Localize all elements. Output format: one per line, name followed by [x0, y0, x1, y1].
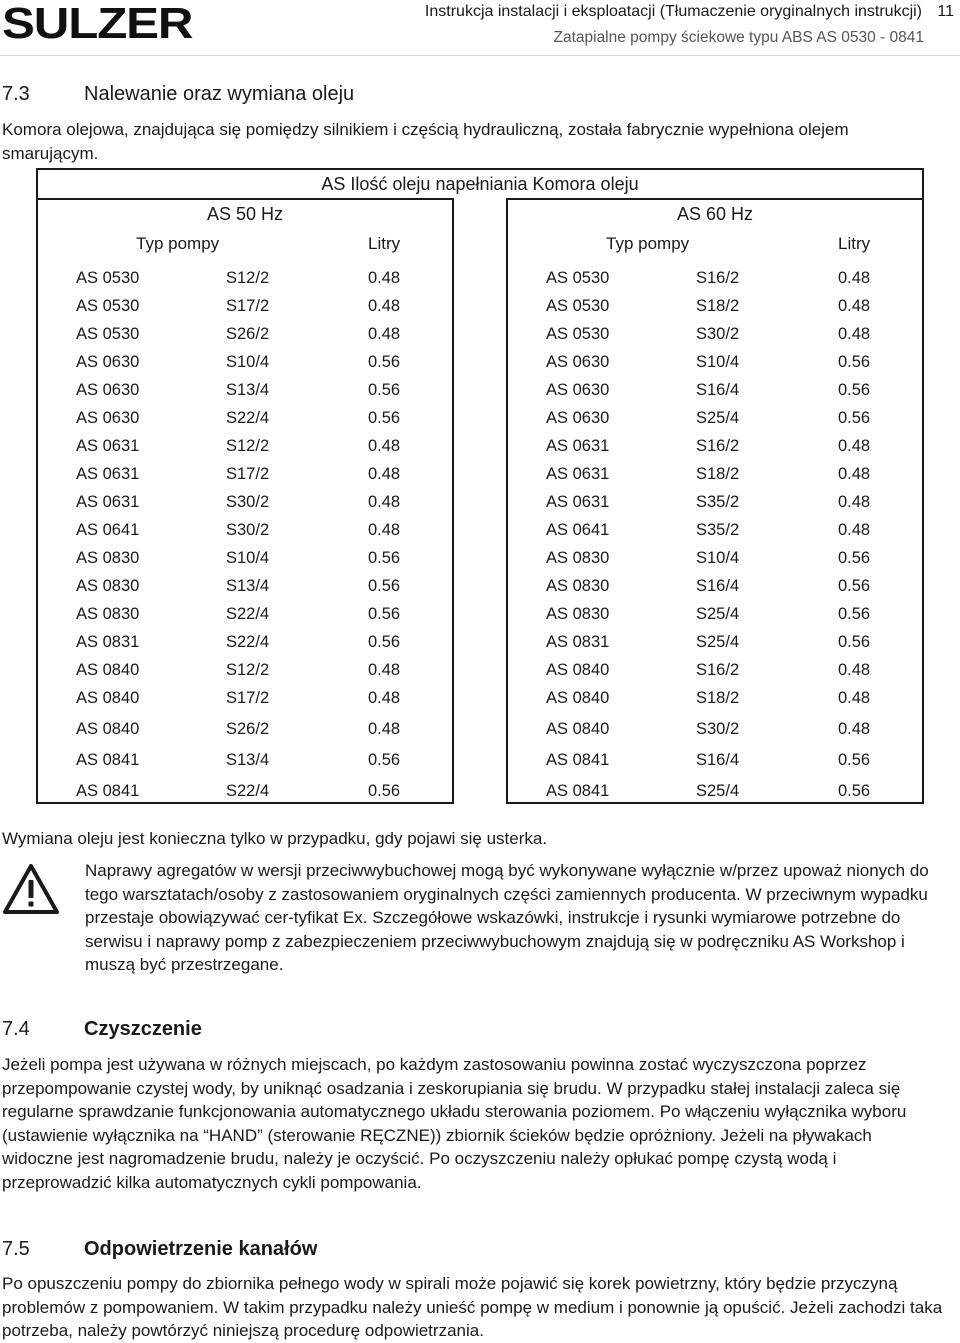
cell-pump-model: AS 0630: [76, 353, 140, 371]
table-row: [508, 546, 922, 570]
cell-pump-model: AS 0830: [546, 577, 610, 595]
table-row: [38, 322, 452, 346]
cell-litres: 0.48: [838, 493, 871, 511]
table-row: [508, 686, 922, 710]
cell-litres: 0.56: [838, 549, 871, 567]
cell-litres: 0.56: [368, 409, 401, 427]
section-number: 7.4: [2, 1018, 30, 1040]
table-row: [38, 434, 452, 458]
cell-litres: 0.56: [838, 409, 871, 427]
table-row: [38, 779, 452, 803]
cell-motor: S25/4: [696, 605, 740, 623]
cell-litres: 0.48: [838, 465, 871, 483]
section-7-3-heading: [2, 83, 354, 106]
table-row: [508, 779, 922, 803]
cell-litres: 0.56: [368, 633, 401, 651]
cell-motor: S25/4: [696, 409, 740, 427]
section-title: Odpowietrzenie kanałów: [84, 1238, 318, 1260]
cell-litres: 0.48: [838, 269, 871, 287]
cell-pump-model: AS 0840: [76, 720, 140, 738]
section-7-4-body: Jeżeli pompa jest używana w różnych miejscach, po każdym zastosowaniu powinna zostać wyczyszczona poprzez przepompowanie czystej wody, by uniknąć osadzania i zeskorupiania się brudu. W przypadku stałej instalacji zaleca się regularne sprawdzanie funkcjonowania automatycznego układu sterowania poziomem. Po włączeniu wyłącznika wyboru (ustawienie wyłącznika na “HAND” (sterowanie RĘCZNE)) zbiornik ścieków będzie opróżniony. Jeżeli na pływakach widoczne jest nagromadzenie brudu, należy je oczyścić. Po oczyszczeniu należy opłukać pompę czystą wodą i przeprowadzić kilka automatycznych cykli pompowania.: [2, 1055, 907, 1192]
cell-motor: S17/2: [226, 465, 270, 483]
document-title: Instrukcja instalacji i eksploatacji (Tłumaczenie oryginalnych instrukcji): [424, 3, 922, 20]
table-row: [38, 294, 452, 318]
table-row: [38, 518, 452, 542]
cell-litres: 0.56: [838, 577, 871, 595]
cell-pump-model: AS 0841: [546, 782, 610, 800]
section-7-4-heading: [2, 1018, 202, 1041]
column-header-litres: Litry: [838, 234, 871, 253]
table-row: [38, 378, 452, 402]
cell-pump-model: AS 0641: [546, 521, 610, 539]
cell-pump-model: AS 0841: [546, 751, 610, 769]
table-caption: AS Ilość oleju napełniania Komora oleju: [36, 168, 924, 198]
cell-litres: 0.48: [838, 720, 871, 738]
cell-motor: S16/4: [696, 751, 740, 769]
cell-motor: S10/4: [226, 549, 270, 567]
table-row: [38, 658, 452, 682]
page-number: 11: [937, 3, 954, 20]
column-header-litres: Litry: [368, 234, 401, 253]
cell-motor: S18/2: [696, 689, 740, 707]
oil-quantity-table: [36, 168, 924, 804]
cell-litres: 0.48: [368, 720, 401, 738]
table-row: [508, 658, 922, 682]
cell-motor: S17/2: [226, 297, 270, 315]
cell-motor: S30/2: [696, 325, 740, 343]
cell-motor: S22/4: [226, 782, 270, 800]
section-7-5-heading: [2, 1238, 317, 1261]
cell-pump-model: AS 0530: [546, 269, 610, 287]
cell-motor: S22/4: [226, 605, 270, 623]
cell-litres: 0.48: [368, 689, 401, 707]
cell-motor: S10/4: [226, 353, 270, 371]
cell-litres: 0.56: [838, 353, 871, 371]
table-row: [508, 322, 922, 346]
cell-litres: 0.48: [838, 297, 871, 315]
cell-litres: 0.48: [368, 465, 401, 483]
cell-pump-model: AS 0830: [76, 549, 140, 567]
cell-pump-model: AS 0840: [546, 689, 610, 707]
cell-litres: 0.56: [368, 782, 401, 800]
cell-pump-model: AS 0631: [546, 465, 610, 483]
table-row: [38, 630, 452, 654]
table-row: [38, 350, 452, 374]
table-row: [38, 266, 452, 290]
cell-pump-model: AS 0530: [546, 297, 610, 315]
cell-litres: 0.56: [368, 549, 401, 567]
cell-pump-model: AS 0841: [76, 782, 140, 800]
cell-pump-model: AS 0840: [546, 720, 610, 738]
cell-motor: S18/2: [696, 465, 740, 483]
cell-motor: S12/2: [226, 661, 270, 679]
cell-motor: S10/4: [696, 549, 740, 567]
cell-litres: 0.48: [838, 689, 871, 707]
table-row: [508, 406, 922, 430]
cell-pump-model: AS 0840: [546, 661, 610, 679]
cell-pump-model: AS 0631: [76, 493, 140, 511]
cell-litres: 0.48: [838, 521, 871, 539]
oil-change-note: Wymiana oleju jest konieczna tylko w przypadku, gdy pojawi się usterka.: [2, 829, 548, 848]
cell-litres: 0.48: [838, 661, 871, 679]
table-row: [508, 266, 922, 290]
cell-litres: 0.48: [368, 661, 401, 679]
cell-litres: 0.56: [838, 751, 871, 769]
cell-motor: S10/4: [696, 353, 740, 371]
cell-motor: S12/2: [226, 437, 270, 455]
cell-litres: 0.48: [368, 297, 401, 315]
section-7-3-intro: Komora olejowa, znajdująca się pomiędzy silnikiem i częścią hydrauliczną, została fabrycznie wypełniona olejem smarującym.: [2, 120, 849, 163]
document-subtitle: Zatapialne pompy ściekowe typu ABS AS 0530 - 0841: [553, 29, 924, 46]
cell-motor: S35/2: [696, 493, 740, 511]
cell-pump-model: AS 0630: [546, 381, 610, 399]
table-row: [508, 378, 922, 402]
cell-motor: S26/2: [226, 325, 270, 343]
table-row: [508, 350, 922, 374]
sulzer-logo: SULZER: [2, 0, 193, 48]
cell-motor: S16/2: [696, 269, 740, 287]
table-row: [38, 717, 452, 741]
table-row: [508, 574, 922, 598]
cell-motor: S13/4: [226, 381, 270, 399]
cell-motor: S13/4: [226, 751, 270, 769]
table-row: [38, 748, 452, 772]
cell-pump-model: AS 0830: [76, 605, 140, 623]
cell-litres: 0.56: [368, 751, 401, 769]
cell-pump-model: AS 0841: [76, 751, 140, 769]
table-row: [38, 602, 452, 626]
cell-pump-model: AS 0630: [76, 409, 140, 427]
cell-motor: S16/4: [696, 381, 740, 399]
section-7-5-body: Po opuszczeniu pompy do zbiornika pełnego wody w spirali może pojawić się korek powietrzny, który będzie przyczyną problemów z pompowaniem. W takim przypadku należy unieść pompę w medium i ponownie ją opuścić. Jeżeli zachodzi taka potrzeba, należy powtórzyć niniejszą procedurę odpowietrzania.: [2, 1274, 943, 1340]
cell-litres: 0.48: [368, 493, 401, 511]
cell-litres: 0.56: [838, 605, 871, 623]
table-row: [508, 462, 922, 486]
cell-pump-model: AS 0641: [76, 521, 140, 539]
explosion-proof-warning: Naprawy agregatów w wersji przeciwwybuchowej mogą być wykonywane wyłącznie w/przez upoważ nionych do tego warsztatach/osoby z zastosowaniem oryginalnych części zamiennych producenta. W przeciwnym wypadku przestaje obowiązywać cer-tyfikat Ex. Szczegółowe wskazówki, instrukcje i rysunki wymiarowe potrzebne do serwisu i naprawy pomp z zabezpieczeniem przeciwwybuchowym znajdują się w podręczniku AS Workshop i muszą być przestrzegane.: [85, 861, 929, 974]
cell-pump-model: AS 0631: [546, 437, 610, 455]
cell-litres: 0.48: [838, 325, 871, 343]
cell-motor: S13/4: [226, 577, 270, 595]
cell-litres: 0.48: [368, 437, 401, 455]
cell-litres: 0.56: [838, 633, 871, 651]
table-row: [38, 686, 452, 710]
table-row: [508, 748, 922, 772]
frequency-label: AS 60 Hz: [676, 204, 754, 224]
cell-litres: 0.56: [368, 381, 401, 399]
cell-motor: S30/2: [696, 720, 740, 738]
table-row: [38, 546, 452, 570]
cell-motor: S16/2: [696, 661, 740, 679]
cell-pump-model: AS 0631: [546, 493, 610, 511]
cell-pump-model: AS 0630: [546, 409, 610, 427]
cell-pump-model: AS 0830: [546, 605, 610, 623]
section-number: 7.5: [2, 1238, 30, 1260]
table-row: [508, 294, 922, 318]
cell-pump-model: AS 0530: [76, 297, 140, 315]
cell-pump-model: AS 0630: [546, 353, 610, 371]
table-row: [38, 462, 452, 486]
section-title: Czyszczenie: [84, 1018, 202, 1040]
cell-litres: 0.56: [368, 605, 401, 623]
table-block-60hz: [506, 198, 924, 804]
table-row: [38, 574, 452, 598]
cell-motor: S12/2: [226, 269, 270, 287]
table-row: [508, 630, 922, 654]
cell-pump-model: AS 0631: [76, 437, 140, 455]
cell-motor: S25/4: [696, 633, 740, 651]
cell-pump-model: AS 0631: [76, 465, 140, 483]
table-row: [38, 490, 452, 514]
section-title: Nalewanie oraz wymiana oleju: [84, 83, 355, 105]
cell-litres: 0.48: [368, 521, 401, 539]
section-number: 7.3: [2, 83, 30, 105]
table-row: [508, 602, 922, 626]
cell-pump-model: AS 0530: [76, 269, 140, 287]
cell-litres: 0.48: [368, 269, 401, 287]
table-row: [38, 406, 452, 430]
cell-pump-model: AS 0831: [76, 633, 140, 651]
cell-motor: S30/2: [226, 493, 270, 511]
column-header-type: Typ pompy: [606, 234, 690, 253]
table-block-50hz: [36, 198, 454, 804]
cell-litres: 0.56: [368, 577, 401, 595]
cell-motor: S16/2: [696, 437, 740, 455]
cell-pump-model: AS 0830: [76, 577, 140, 595]
cell-motor: S22/4: [226, 633, 270, 651]
table-row: [508, 717, 922, 741]
cell-pump-model: AS 0630: [76, 381, 140, 399]
cell-litres: 0.56: [838, 381, 871, 399]
cell-pump-model: AS 0840: [76, 689, 140, 707]
cell-motor: S25/4: [696, 782, 740, 800]
cell-litres: 0.48: [838, 437, 871, 455]
warning-triangle-icon: [2, 863, 60, 915]
cell-motor: S35/2: [696, 521, 740, 539]
table-row: [508, 490, 922, 514]
cell-litres: 0.56: [368, 353, 401, 371]
cell-motor: S16/4: [696, 577, 740, 595]
cell-motor: S26/2: [226, 720, 270, 738]
cell-pump-model: AS 0831: [546, 633, 610, 651]
column-header-type: Typ pompy: [136, 234, 220, 253]
cell-motor: S22/4: [226, 409, 270, 427]
cell-motor: S17/2: [226, 689, 270, 707]
table-row: [508, 518, 922, 542]
header-divider: [0, 55, 960, 56]
cell-pump-model: AS 0840: [76, 661, 140, 679]
cell-litres: 0.56: [838, 782, 871, 800]
frequency-label: AS 50 Hz: [206, 204, 284, 224]
cell-motor: S30/2: [226, 521, 270, 539]
cell-pump-model: AS 0530: [76, 325, 140, 343]
table-row: [508, 434, 922, 458]
cell-pump-model: AS 0830: [546, 549, 610, 567]
cell-pump-model: AS 0530: [546, 325, 610, 343]
cell-motor: S18/2: [696, 297, 740, 315]
cell-litres: 0.48: [368, 325, 401, 343]
